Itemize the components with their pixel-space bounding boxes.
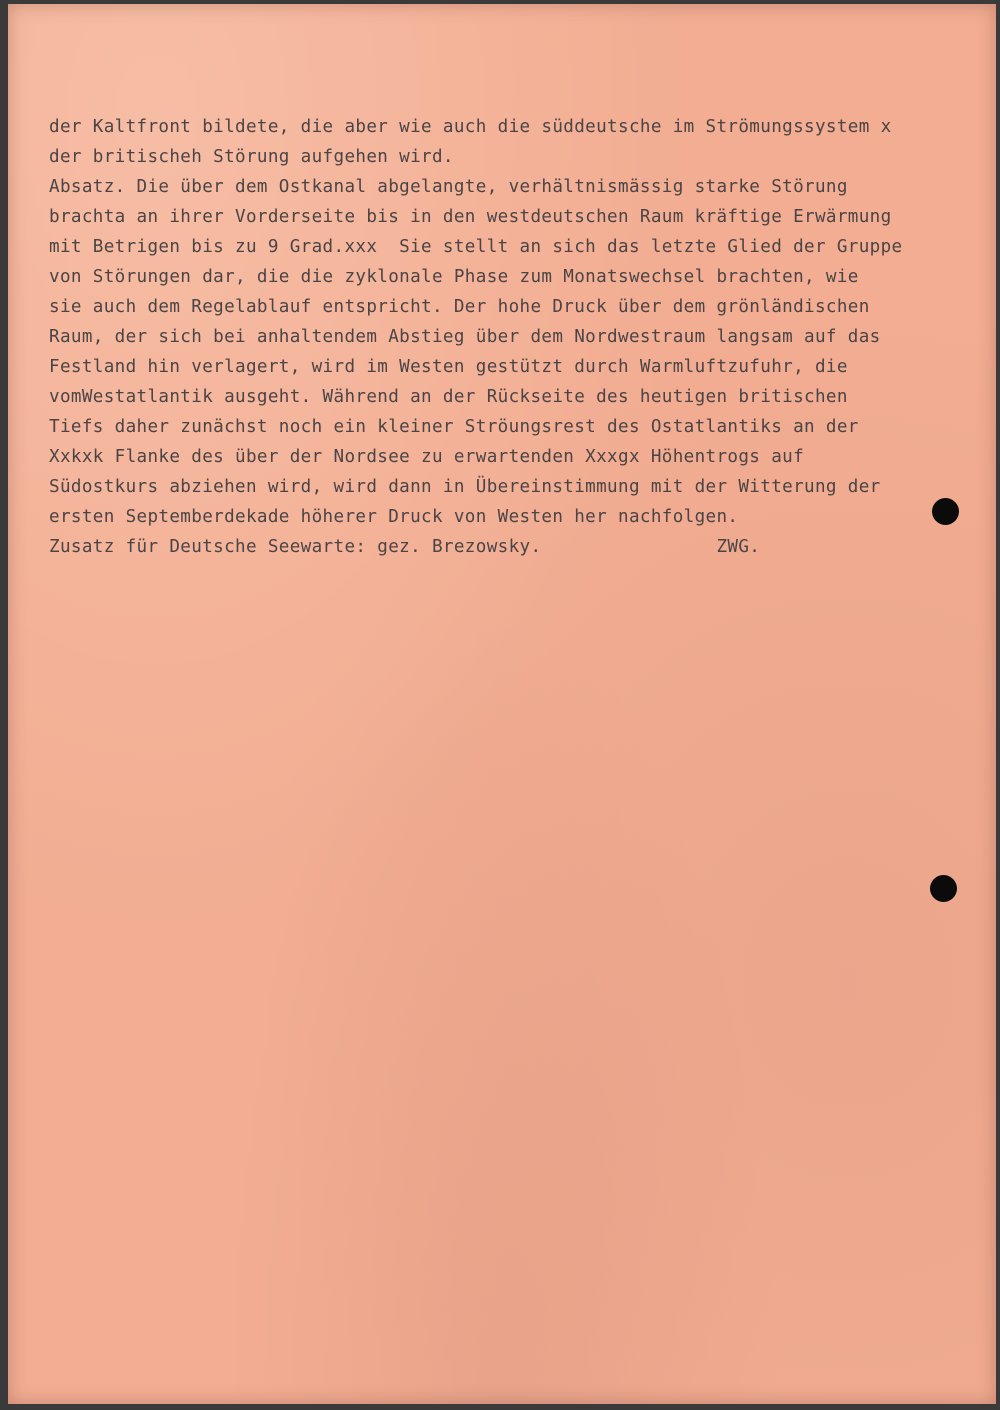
punch-hole-upper <box>932 498 959 525</box>
text-line-12: Xxkxk Flanke des über der Nordsee zu erwartenden Xxxgx Höhentrogs auf <box>49 447 805 467</box>
text-line-7: sie auch dem Regelablauf entspricht. Der hohe Druck über dem grönländischen <box>49 297 870 317</box>
text-line-13: Südostkurs abziehen wird, wird dann in Übereinstimmung mit der Witterung der <box>49 477 881 497</box>
text-line-4: brachta an ihrer Vorderseite bis in den westdeutschen Raum kräftige Erwärmung <box>49 207 892 227</box>
signature-line: Zusatz für Deutsche Seewarte: gez. Brezowsky. ZWG. <box>49 537 761 557</box>
text-line-10: vomWestatlantik ausgeht. Während an der Rückseite des heutigen britischen <box>49 387 848 407</box>
punch-hole-lower <box>930 875 957 902</box>
text-line-3: Absatz. Die über dem Ostkanal abgelangte, verhältnismässig starke Störung <box>49 177 848 197</box>
text-line-14: ersten Septemberdekade höherer Druck von Westen her nachfolgen. <box>49 507 739 527</box>
text-line-9: Festland hin verlagert, wird im Westen gestützt durch Warmluftzufuhr, die <box>49 357 848 377</box>
text-line-6: von Störungen dar, die die zyklonale Phase zum Monatswechsel brachten, wie <box>49 267 859 287</box>
text-line-11: Tiefs daher zunächst noch ein kleiner Ströungsrest des Ostatlantiks an der <box>49 417 859 437</box>
text-line-8: Raum, der sich bei anhaltendem Abstieg über dem Nordwestraum langsam auf das <box>49 327 881 347</box>
typed-text-block <box>49 112 994 562</box>
text-line-2: der britischeh Störung aufgehen wird. <box>49 147 454 167</box>
text-line-1: der Kaltfront bildete, die aber wie auch die süddeutsche im Strömungssystem x <box>49 117 892 137</box>
text-line-5: mit Betrigen bis zu 9 Grad.xxx Sie stellt an sich das letzte Glied der Gruppe <box>49 237 903 257</box>
document-page <box>8 4 996 1404</box>
